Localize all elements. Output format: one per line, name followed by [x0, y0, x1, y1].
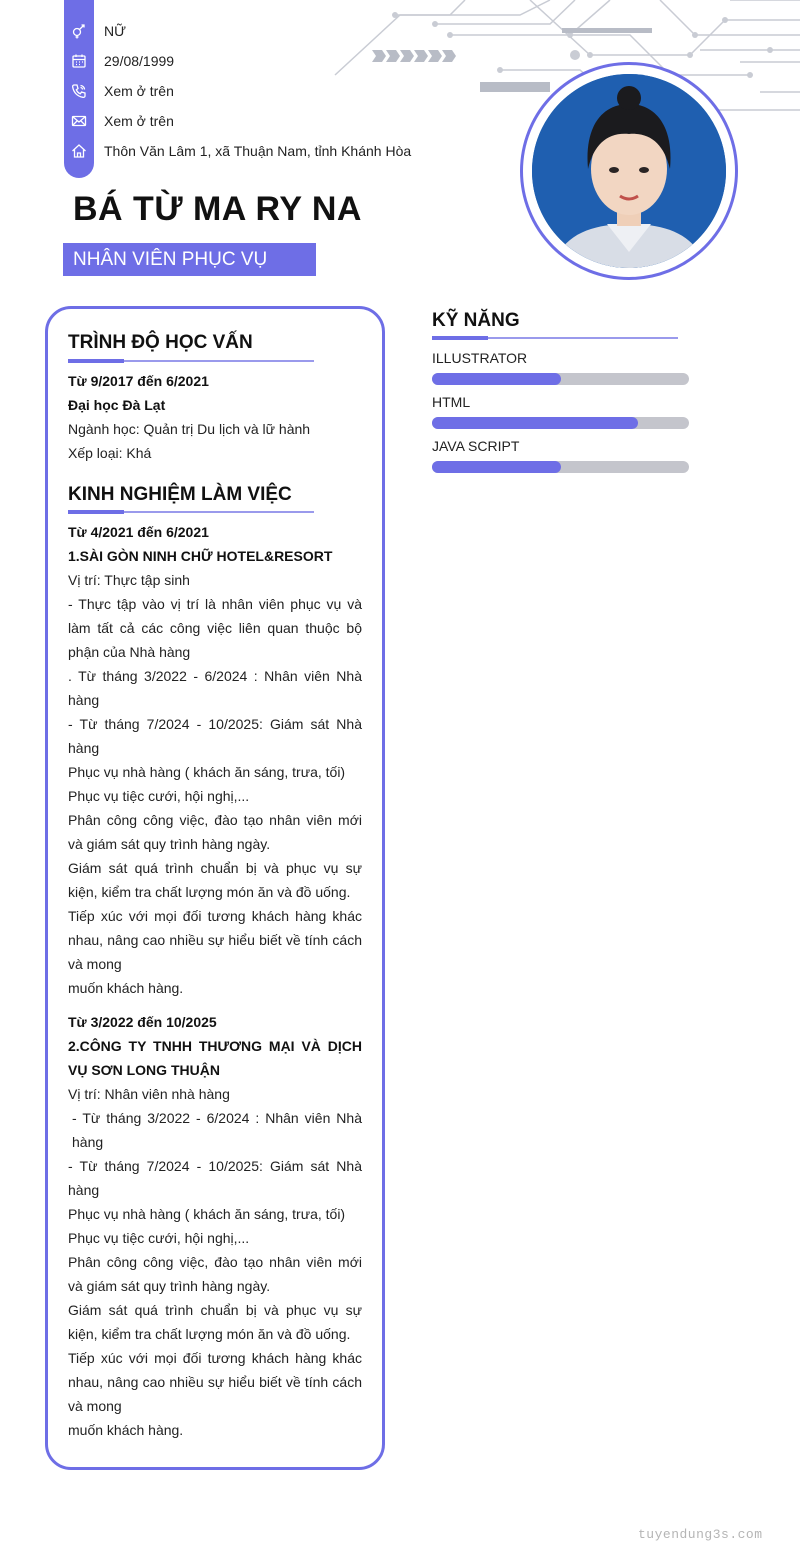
phone-text: Xem ở trên — [104, 83, 174, 99]
skill-bar-fill — [432, 417, 638, 429]
job-detail: Phục vụ nhà hàng ( khách ăn sáng, trưa, tối) — [68, 764, 346, 780]
birthday-text: 29/08/1999 — [104, 53, 175, 69]
job-detail: - Từ tháng 3/2022 - 6/2024 : Nhân viên Nhà hàng — [72, 1110, 362, 1150]
skills-title-underline — [432, 337, 678, 339]
education-grade: Xếp loại: Khá — [68, 445, 152, 461]
gender-text: NỮ — [104, 23, 127, 39]
job-period: Từ 4/2021 đến 6/2021 — [68, 524, 209, 540]
job-company: 1.SÀI GÒN NINH CHỮ HOTEL&RESORT — [68, 548, 333, 564]
job-detail: Tiếp xúc với mọi đối tương khách hàng khác nhau, nâng cao nhiều sự hiểu biết về tính cách và mong — [68, 908, 362, 972]
contact-birthday — [64, 46, 174, 76]
job-detail: Giám sát quá trình chuẩn bị và phục vụ sự kiện, kiểm tra chất lượng món ăn và đồ uống. — [68, 1302, 362, 1342]
experience-title-underline — [68, 511, 314, 513]
address-text: Thôn Văn Lâm 1, xã Thuận Nam, tỉnh Khánh Hòa — [104, 143, 412, 159]
skill-label: ILLUSTRATOR — [432, 350, 528, 366]
experience-title: KINH NGHIỆM LÀM VIỆC — [68, 484, 292, 505]
job-period: Từ 3/2022 đến 10/2025 — [68, 1014, 217, 1030]
education-title-underline — [68, 360, 314, 362]
home-icon — [64, 136, 94, 166]
watermark: tuyendung3s.com — [638, 1527, 763, 1542]
job-position: Vị trí: Thực tập sinh — [68, 572, 190, 588]
job-detail: Phục vụ tiệc cưới, hội nghị,... — [68, 788, 250, 804]
skill-bar-fill — [432, 373, 561, 385]
calendar-icon — [64, 46, 94, 76]
portrait-image — [532, 74, 726, 268]
contact-address — [64, 136, 411, 166]
contact-email — [64, 106, 174, 136]
skill-bar-track — [432, 461, 689, 473]
contact-phone — [64, 76, 174, 106]
skill-bar-track — [432, 373, 689, 385]
job-detail: Phân công công việc, đào tạo nhân viên mới và giám sát quy trình hàng ngày. — [68, 1254, 362, 1294]
job-detail: - Từ tháng 7/2024 - 10/2025: Giám sát Nhà hàng — [68, 1158, 362, 1198]
job-position: Vị trí: Nhân viên nhà hàng — [68, 1086, 230, 1102]
job-detail: muốn khách hàng. — [68, 980, 184, 996]
job-detail: - Thực tập vào vị trí là nhân viên phục vụ và làm tất cả các công việc liên quan thuộc bộ phận của Nhà hàng — [68, 596, 362, 660]
job-detail: - Từ tháng 7/2024 - 10/2025: Giám sát Nhà hàng — [68, 716, 362, 756]
education-period: Từ 9/2017 đến 6/2021 — [68, 373, 209, 389]
avatar — [532, 74, 726, 268]
job-detail: Giám sát quá trình chuẩn bị và phục vụ sự kiện, kiểm tra chất lượng món ăn và đồ uống. — [68, 860, 362, 900]
job-entry-2 — [68, 1010, 362, 1442]
education-title: TRÌNH ĐỘ HỌC VẤN — [68, 332, 253, 353]
job-company: 2.CÔNG TY TNHH THƯƠNG MẠI VÀ DỊCH VỤ SƠN LONG THUẬN — [68, 1038, 362, 1078]
job-detail: . Từ tháng 3/2022 - 6/2024 : Nhân viên Nhà hàng — [68, 668, 362, 708]
contact-gender — [64, 16, 126, 46]
job-detail: Phục vụ nhà hàng ( khách ăn sáng, trưa, tối) — [68, 1206, 346, 1222]
job-detail: muốn khách hàng. — [68, 1422, 184, 1438]
education-school: Đại học Đà Lạt — [68, 397, 166, 413]
job-title-badge: NHÂN VIÊN PHỤC VỤ — [63, 243, 316, 276]
skill-bar-track — [432, 417, 689, 429]
job-detail: Phục vụ tiệc cưới, hội nghị,... — [68, 1230, 250, 1246]
skills-title: KỸ NĂNG — [432, 310, 520, 331]
job-detail: Tiếp xúc với mọi đối tương khách hàng khác nhau, nâng cao nhiều sự hiểu biết về tính cách và mong — [68, 1350, 362, 1414]
education-block — [68, 369, 362, 465]
email-text: Xem ở trên — [104, 113, 174, 129]
gender-icon — [64, 16, 94, 46]
skill-label: JAVA SCRIPT — [432, 438, 520, 454]
mail-icon — [64, 106, 94, 136]
education-major: Ngành học: Quản trị Du lịch và lữ hành — [68, 421, 311, 437]
job-detail: Phân công công việc, đào tạo nhân viên mới và giám sát quy trình hàng ngày. — [68, 812, 362, 852]
skill-bar-fill — [432, 461, 561, 473]
skill-label: HTML — [432, 394, 471, 410]
phone-icon — [64, 76, 94, 106]
candidate-name: BÁ TỪ MA RY NA — [73, 190, 362, 228]
job-entry-1 — [68, 520, 362, 1000]
